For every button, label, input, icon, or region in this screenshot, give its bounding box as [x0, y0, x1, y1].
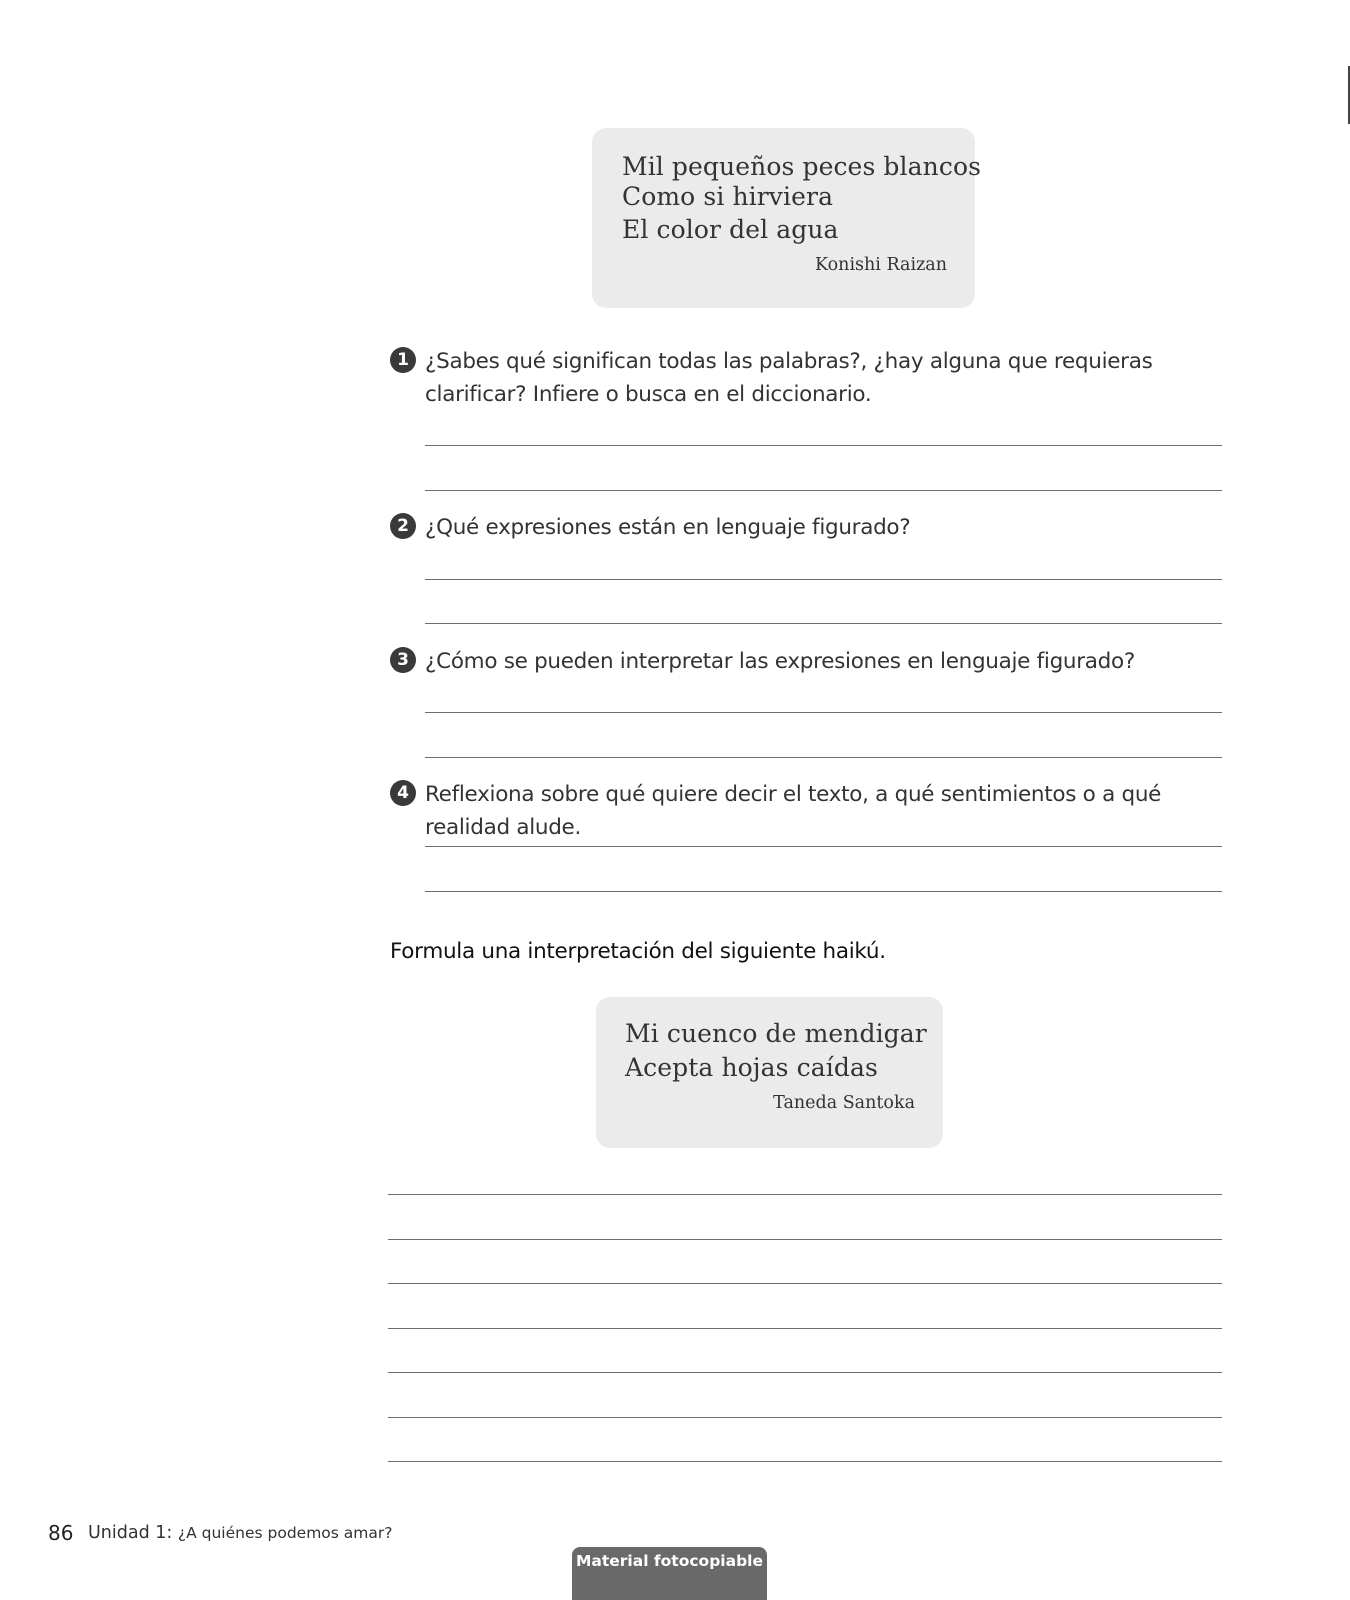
- answer-line[interactable]: [388, 1328, 1222, 1329]
- answer-line[interactable]: [425, 757, 1222, 758]
- answer-line[interactable]: [388, 1461, 1222, 1462]
- haiku-instruction: Formula una interpretación del siguiente haikú.: [390, 939, 886, 964]
- answer-line[interactable]: [388, 1194, 1222, 1195]
- answer-line[interactable]: [425, 445, 1222, 446]
- answer-line[interactable]: [425, 712, 1222, 713]
- answer-line[interactable]: [425, 579, 1222, 580]
- question-text: ¿Qué expresiones están en lenguaje figurado?: [425, 515, 911, 540]
- answer-line[interactable]: [388, 1239, 1222, 1240]
- question-text: Reflexiona sobre qué quiere decir el texto, a qué sentimientos o a qué realidad alude.: [425, 782, 1162, 840]
- answer-line[interactable]: [388, 1417, 1222, 1418]
- answer-line[interactable]: [388, 1372, 1222, 1373]
- question-number-badge: 2: [390, 513, 416, 539]
- page-number: 86: [48, 1521, 74, 1545]
- answer-line[interactable]: [425, 846, 1222, 847]
- question-text: ¿Cómo se pueden interpretar las expresiones en lenguaje figurado?: [425, 649, 1135, 674]
- poem-box-konishi: [592, 128, 982, 308]
- question-number-badge: 1: [390, 347, 416, 373]
- answer-line[interactable]: [425, 891, 1222, 892]
- question-number-badge: 4: [390, 780, 416, 806]
- answer-line[interactable]: [425, 623, 1222, 624]
- poem-line: Como si hirviera: [622, 182, 834, 211]
- poem-line: El color del agua: [622, 215, 839, 244]
- unit-label: Unidad 1:: [88, 1523, 173, 1543]
- poem-author: Taneda Santoka: [773, 1093, 915, 1113]
- unit-footer: [88, 1523, 392, 1543]
- poem-line: Mil pequeños peces blancos: [622, 152, 982, 181]
- poem-line: Mi cuenco de mendigar: [625, 1019, 927, 1048]
- question-number-badge: 3: [390, 647, 416, 673]
- photocopiable-tab: Material fotocopiable: [572, 1547, 767, 1600]
- poem-line: Acepta hojas caídas: [625, 1053, 878, 1082]
- poem-author: Konishi Raizan: [815, 255, 947, 275]
- answer-line[interactable]: [425, 490, 1222, 491]
- unit-title: ¿A quiénes podemos amar?: [177, 1524, 393, 1542]
- poem-box-taneda: [596, 997, 943, 1148]
- question-text: ¿Sabes qué significan todas las palabras?, ¿hay alguna que requieras clarificar? Infiere o busca en el diccionario.: [425, 349, 1153, 407]
- answer-line[interactable]: [388, 1283, 1222, 1284]
